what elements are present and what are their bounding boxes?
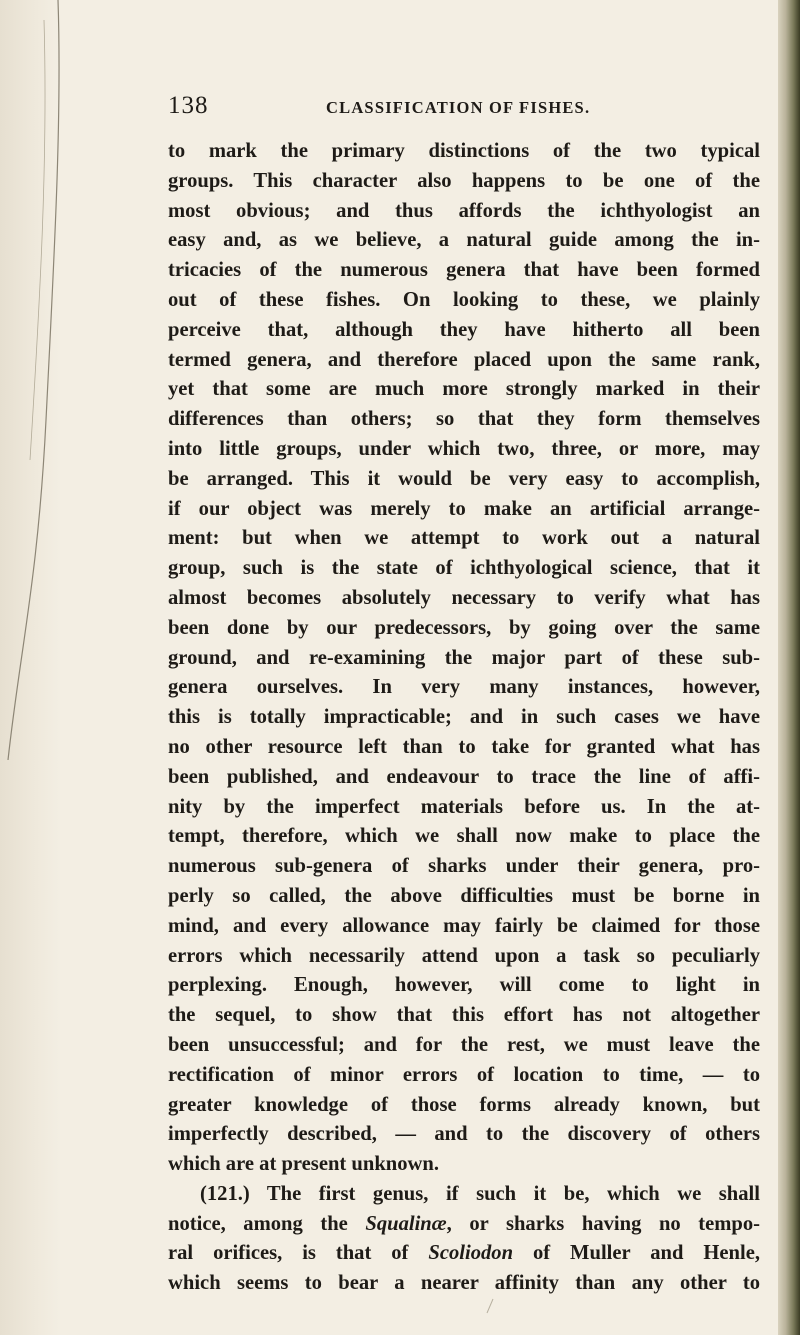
- text-line: out of these fishes. On looking to these, we plainly: [168, 288, 760, 311]
- text-line: nity by the imperfect materials before us. In the at-: [168, 795, 760, 818]
- paragraph-end-line: which are at present unknown.: [168, 1153, 440, 1176]
- text-run: of Muller and Henle,: [513, 1242, 760, 1265]
- text-line: yet that some are much more strongly marked in their: [168, 378, 760, 401]
- text-line: perceive that, although they have hitherto all been: [168, 318, 760, 341]
- text-line: groups. This character also happens to be one of the: [168, 169, 760, 192]
- stray-pencil-mark: [485, 1298, 495, 1314]
- text-run: notice, among the: [168, 1212, 366, 1235]
- text-line: to mark the primary distinctions of the two typical: [168, 140, 760, 162]
- text-line: almost becomes absolutely necessary to verify what has: [168, 586, 760, 609]
- text-line: rectification of minor errors of location to time, — to: [168, 1063, 760, 1086]
- text-line: perly so called, the above difficulties must be borne in: [168, 884, 760, 907]
- text-line: tempt, therefore, which we shall now make to place the: [168, 825, 760, 848]
- text-line: differences than others; so that they form themselves: [168, 408, 760, 431]
- text-line: the sequel, to show that this effort has not altogether: [168, 1004, 760, 1027]
- book-spine-edge: [778, 0, 800, 1335]
- text-line: been published, and endeavour to trace the line of affi-: [168, 765, 760, 788]
- page-curl-line: [0, 0, 90, 760]
- text-line: errors which necessarily attend upon a task so peculiarly: [168, 944, 760, 967]
- text-line: [168, 1210, 760, 1240]
- text-line: ground, and re-examining the major part of these sub-: [168, 646, 760, 669]
- text-line: genera ourselves. In very many instances, however,: [168, 676, 760, 699]
- text-line: if our object was merely to make an artificial arrange-: [168, 497, 760, 520]
- taxon-squalinae: Squalinæ: [365, 1212, 447, 1235]
- text-line: group, such is the state of ichthyological science, that it: [168, 557, 760, 580]
- text-line: been unsuccessful; and for the rest, we must leave the: [168, 1033, 760, 1056]
- taxon-scoliodon: Scoliodon: [428, 1242, 514, 1265]
- text-run: , or sharks having no tempo-: [446, 1212, 761, 1235]
- text-line: greater knowledge of those forms already known, but: [168, 1093, 760, 1116]
- text-line: ment: but when we attempt to work out a natural: [168, 527, 760, 550]
- text-line: into little groups, under which two, three, or more, may: [168, 437, 760, 460]
- text-line: which seems to bear a nearer affinity than any other to: [168, 1272, 760, 1295]
- text-line: termed genera, and therefore placed upon the same rank,: [168, 348, 760, 371]
- text-line: most obvious; and thus affords the ichthyologist an: [168, 199, 760, 222]
- text-run: ral orifices, is that of: [168, 1242, 429, 1265]
- text-line: tricacies of the numerous genera that have been formed: [168, 259, 760, 282]
- page-number: 138: [168, 92, 209, 119]
- body-text: [168, 137, 760, 1299]
- page-header: [168, 92, 760, 126]
- text-line: be arranged. This it would be very easy to accomplish,: [168, 467, 760, 490]
- text-line: mind, and every allowance may fairly be claimed for those: [168, 914, 760, 937]
- text-line: imperfectly described, — and to the discovery of others: [168, 1123, 760, 1146]
- text-line: [168, 1239, 760, 1269]
- text-line: perplexing. Enough, however, will come to light in: [168, 974, 760, 997]
- paragraph-121-start: (121.) The first genus, if such it be, which we shall: [200, 1182, 760, 1205]
- text-line: this is totally impracticable; and in such cases we have: [168, 706, 760, 729]
- text-line: been done by our predecessors, by going over the same: [168, 616, 760, 639]
- text-line: no other resource left than to take for granted what has: [168, 735, 760, 758]
- text-line: easy and, as we believe, a natural guide among the in-: [168, 229, 760, 252]
- running-title: CLASSIFICATION OF FISHES.: [326, 98, 591, 117]
- text-line: numerous sub-genera of sharks under their genera, pro-: [168, 855, 760, 878]
